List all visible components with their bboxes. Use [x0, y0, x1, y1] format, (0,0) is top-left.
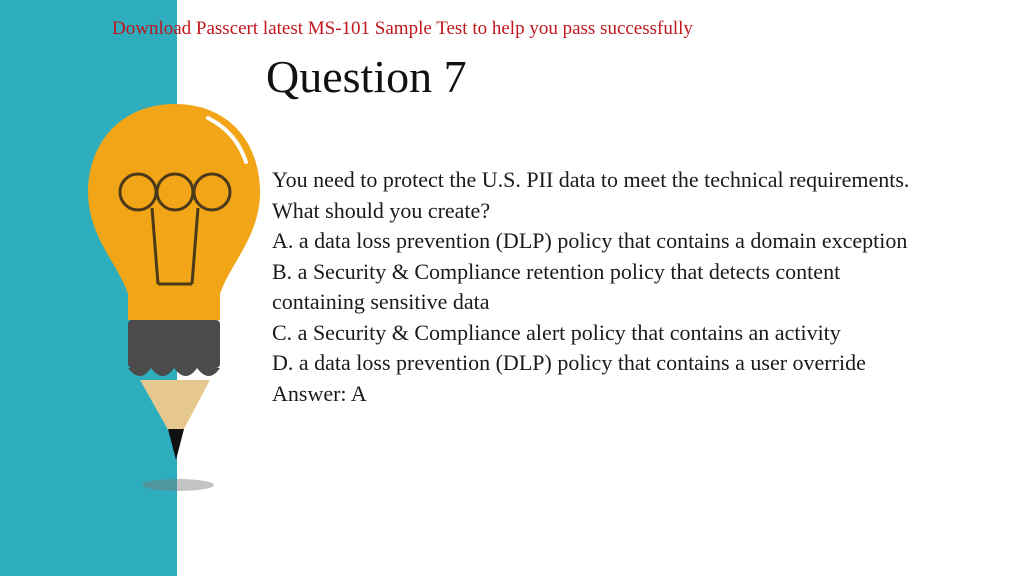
- option-b: B. a Security & Compliance retention policy that detects content containing sensitive data: [272, 258, 841, 314]
- download-banner: Download Passcert latest MS-101 Sample Test to help you pass successfully: [112, 18, 693, 39]
- question-text-line1: You need to protect the U.S. PII data to meet the technical requirements.: [272, 167, 910, 192]
- lightbulb-pencil-icon: [80, 104, 270, 504]
- option-d: D. a data loss prevention (DLP) policy that contains a user override: [272, 350, 866, 375]
- option-c: C. a Security & Compliance alert policy that contains an activity: [272, 319, 841, 345]
- question-text-line2: What should you create?: [272, 197, 491, 223]
- option-a: A. a data loss prevention (DLP) policy that contains a domain exception: [272, 228, 908, 253]
- page-title: Question 7: [266, 51, 467, 102]
- answer-text: Answer: A: [272, 380, 367, 406]
- question-body: [272, 165, 1012, 409]
